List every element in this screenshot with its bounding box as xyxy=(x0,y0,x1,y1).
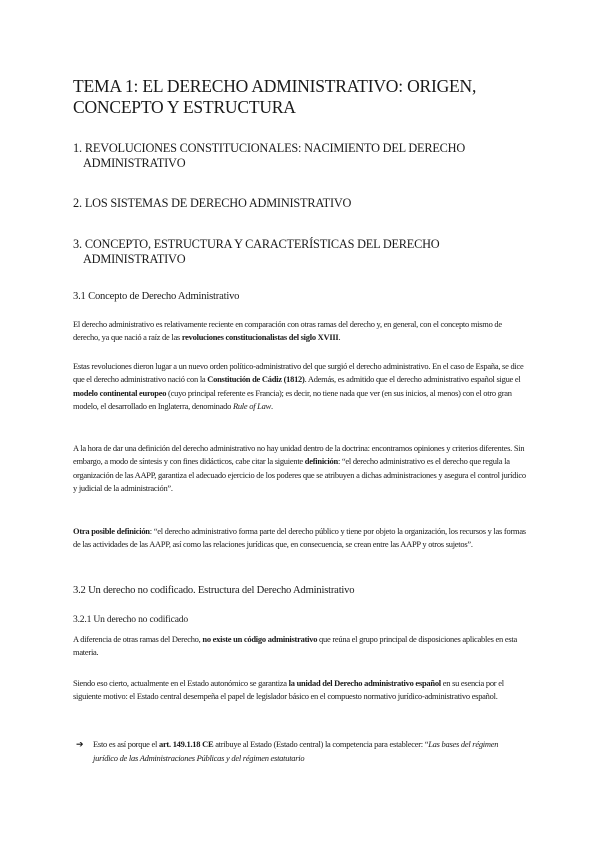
paragraph-4: Otra posible definición: “el derecho administrativo forma parte del derecho público y tiene por objeto la organización, los recursos y las formas de las actividades de las AAPP, así como las relaciones jurídicas que, en consecuencia, se crean entre las AAPP y otros sujetos”. xyxy=(73,526,526,550)
section-title-line-2: ADMINISTRATIVO xyxy=(83,252,186,266)
section-number: 2. xyxy=(73,196,82,210)
arrow-icon: ➔ xyxy=(76,739,84,749)
paragraph-5: A diferencia de otras ramas del Derecho, no existe un código administrativo que reúna el grupo principal de disposiciones aplicables en esta materia. xyxy=(73,634,517,658)
section-heading-1 xyxy=(73,141,533,171)
paragraph-2: Estas revoluciones dieron lugar a un nuevo orden político-administrativo del que surgió el derecho administrativo. En el caso de España, se dice que el derecho administrativo nació con la Constitución de Cádiz (1812). Además, es admitido que el derecho administrativo español sigue el modelo continental europeo (cuyo principal referente es Francia); es decir, no tiene nada que ver (en sus inicios, al menos) con el otro gran modelo, el desarrollado en Inglaterra, denominado Rule of Law. xyxy=(73,361,524,412)
title-line-1: TEMA 1: EL DERECHO ADMINISTRATIVO: ORIGEN, xyxy=(73,76,477,96)
title-line-2: CONCEPTO Y ESTRUCTURA xyxy=(73,97,296,117)
section-number: 3. xyxy=(73,237,82,251)
paragraph-3: A la hora de dar una definición del derecho administrativo no hay unidad dentro de la doctrina: encontramos opiniones y criterios diferentes. Sin embargo, a modo de síntesis y con fines didácticos, cabe citar la siguiente definición: “el derecho administrativo es el derecho que regula la organización de las AAPP, garantiza el adecuado ejercicio de los poderes que se atribuyen a dichas administraciones y asegura el control jurídico y judicial de la administración”. xyxy=(73,443,526,494)
subsection-heading-3-2: 3.2 Un derecho no codificado. Estructura del Derecho Administrativo xyxy=(73,585,355,596)
paragraph-6: Siendo eso cierto, actualmente en el Estado autonómico se garantiza la unidad del Derecho administrativo español en su esencia por el siguiente motivo: el Estado central desempeña el papel de legislador básico en el compuesto normativo jurídico-administrativo español. xyxy=(73,678,504,702)
section-heading-3 xyxy=(73,237,533,267)
section-title-line-1: LOS SISTEMAS DE DERECHO ADMINISTRATIVO xyxy=(84,196,352,210)
section-number: 1. xyxy=(73,141,82,155)
subsection-heading-3-1: 3.1 Concepto de Derecho Administrativo xyxy=(73,291,240,302)
bullet-item: ➔ Esto es así porque el art. 149.1.18 CE atribuye al Estado (Estado central) la competencia para establecer: “Las bases del régimen jurídico de las Administraciones Públicas y del régimen estatutario xyxy=(76,739,499,763)
section-heading-2 xyxy=(73,196,533,211)
page-title xyxy=(73,76,543,118)
section-title-line-1: CONCEPTO, ESTRUCTURA Y CARACTERÍSTICAS DEL DERECHO xyxy=(84,237,440,251)
section-title-line-1: REVOLUCIONES CONSTITUCIONALES: NACIMIENTO DEL DERECHO xyxy=(84,141,466,155)
subsection-heading-3-2-1: 3.2.1 Un derecho no codificado xyxy=(73,614,188,625)
section-title-line-2: ADMINISTRATIVO xyxy=(83,156,186,170)
paragraph-1: El derecho administrativo es relativamente reciente en comparación con otras ramas del derecho y, en general, con el concepto mismo de derecho, ya que nació a raíz de las revoluciones constitucionalistas del siglo XVIII. xyxy=(73,319,502,343)
